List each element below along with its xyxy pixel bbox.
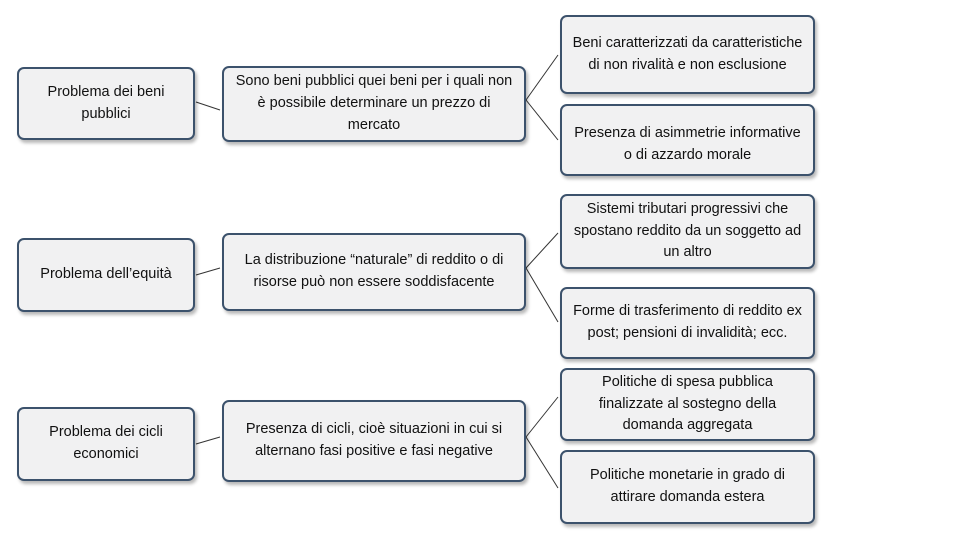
solution-box-3a — [560, 368, 815, 441]
problem-box-equity — [17, 238, 195, 312]
solution-box-3b — [560, 450, 815, 524]
solution-text: Politiche monetarie in grado di attirare domanda estera — [589, 467, 786, 505]
solution-box-1a — [560, 15, 815, 94]
problem-label: Problema dei cicli economici — [49, 424, 163, 462]
connector-solution-2b — [526, 268, 558, 322]
connector-solution-3a — [526, 397, 558, 437]
connector-solution-2a — [526, 233, 558, 268]
problem-box-economic-cycles — [17, 407, 195, 481]
description-text: La distribuzione “naturale” di reddito o di risorse può non essere soddisfacente — [244, 252, 504, 290]
solution-text: Politiche di spesa pubblica finalizzate al sostegno della domanda aggregata — [598, 373, 777, 434]
solution-box-2b — [560, 287, 815, 359]
solution-text: Presenza di asimmetrie informative o di azzardo morale — [574, 125, 801, 163]
connector-solution-1b — [526, 100, 558, 140]
description-text: Sono beni pubblici quei beni per i quali non è possibile determinare un prezzo di mercato — [235, 73, 513, 133]
connector-problem-3 — [196, 437, 220, 444]
description-box-economic-cycles — [222, 400, 526, 482]
solution-text: Forme di trasferimento di reddito ex post; pensioni di invalidità; ecc. — [573, 303, 802, 341]
description-box-equity — [222, 233, 526, 311]
description-text: Presenza di cicli, cioè situazioni in cui si alternano fasi positive e fasi negative — [245, 421, 503, 459]
problem-box-public-goods — [17, 67, 195, 140]
description-box-public-goods — [222, 66, 526, 142]
solution-box-2a — [560, 194, 815, 269]
problem-label: Problema dei beni pubblici — [47, 83, 165, 122]
connector-solution-3b — [526, 437, 558, 488]
problem-label: Problema dell’equità — [40, 266, 172, 283]
solution-text: Beni caratterizzati da caratteristiche di non rivalità e non esclusione — [572, 34, 803, 73]
connector-problem-1 — [196, 102, 220, 110]
connector-problem-2 — [196, 268, 220, 275]
solution-box-1b — [560, 104, 815, 176]
connector-solution-1a — [526, 55, 558, 100]
solution-text: Sistemi tributari progressivi che spostano reddito da un soggetto ad un altro — [573, 200, 802, 261]
